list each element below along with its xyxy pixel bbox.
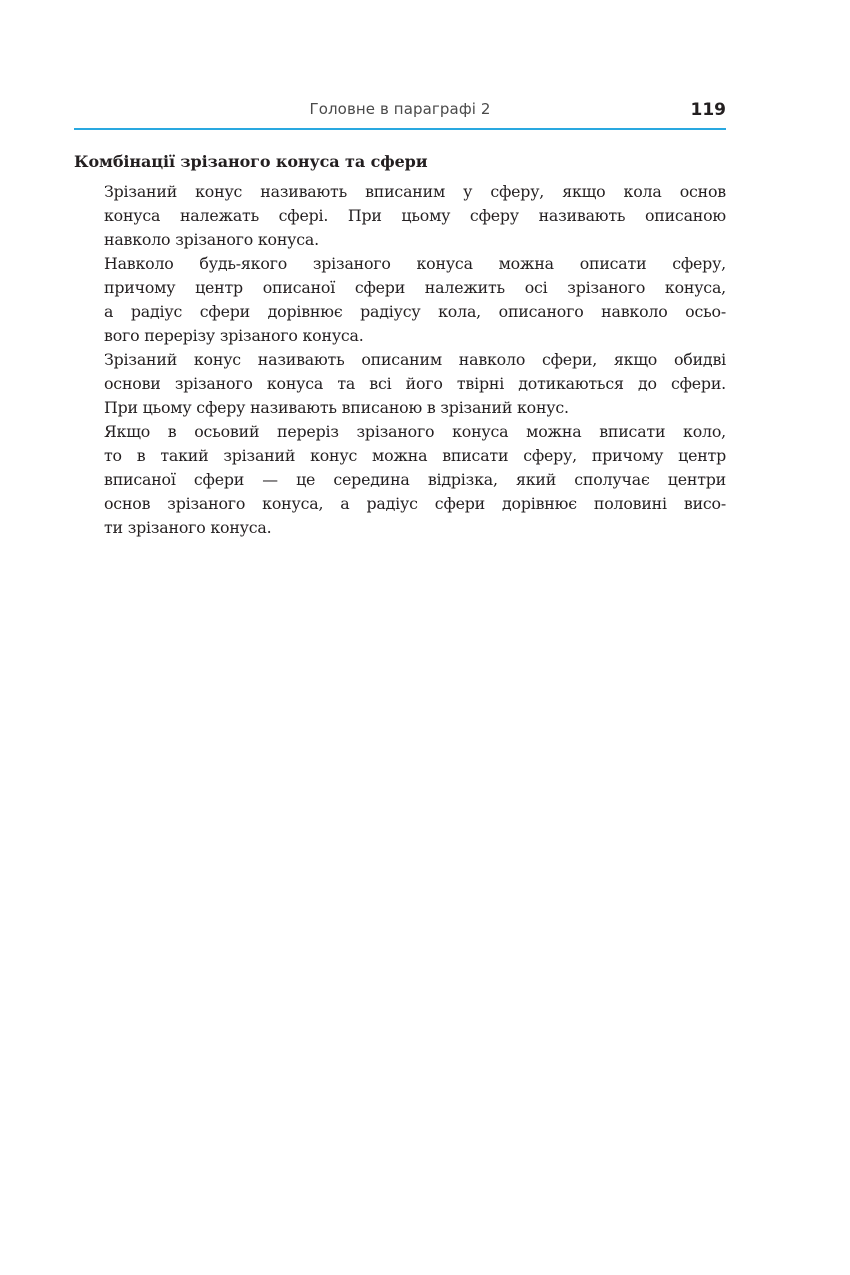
section-heading: Комбінації зрізаного конуса та сфери xyxy=(74,152,428,171)
paragraph-inscribed-sphere xyxy=(104,420,726,540)
text-line: Якщо в осьовий переріз зрізаного конуса можна вписати коло, xyxy=(104,422,726,441)
text-line: Зрізаний конус називають описаним навколо сфери, якщо обидві xyxy=(104,350,726,369)
text-line: Зрізаний конус називають вписаним у сферу, якщо кола основ xyxy=(104,182,726,201)
running-header xyxy=(74,98,726,128)
text-line: а радіус сфери дорівнює радіусу кола, описаного навколо осьо- xyxy=(104,302,726,321)
paragraph-circumscribed-frustum xyxy=(104,348,726,420)
text-line: конуса належать сфері. При цьому сферу називають описаною xyxy=(104,206,726,225)
text-line: вого перерізу зрізаного конуса. xyxy=(104,326,364,345)
page-content xyxy=(74,150,726,540)
paragraph-circumscribed-sphere xyxy=(104,252,726,348)
text-line: основ зрізаного конуса, а радіус сфери дорівнює половині висо- xyxy=(104,494,726,513)
header-rule xyxy=(74,128,726,130)
text-line: вписаної сфери — це середина відрізка, який сполучає центри xyxy=(104,470,726,489)
paragraph-inscribed-frustum xyxy=(104,180,726,252)
text-line: основи зрізаного конуса та всі його твірні дотикаються до сфери. xyxy=(104,374,726,393)
text-line: ти зрізаного конуса. xyxy=(104,518,272,537)
text-line: то в такий зрізаний конус можна вписати сферу, причому центр xyxy=(104,446,726,465)
text-line: Навколо будь-якого зрізаного конуса можна описати сферу, xyxy=(104,254,726,273)
text-line: При цьому сферу називають вписаною в зрізаний конус. xyxy=(104,398,569,417)
page-number: 119 xyxy=(690,100,726,120)
running-title: Головне в параграфі 2 xyxy=(309,100,491,118)
text-line: навколо зрізаного конуса. xyxy=(104,230,319,249)
text-line: причому центр описаної сфери належить осі зрізаного конуса, xyxy=(104,278,726,297)
